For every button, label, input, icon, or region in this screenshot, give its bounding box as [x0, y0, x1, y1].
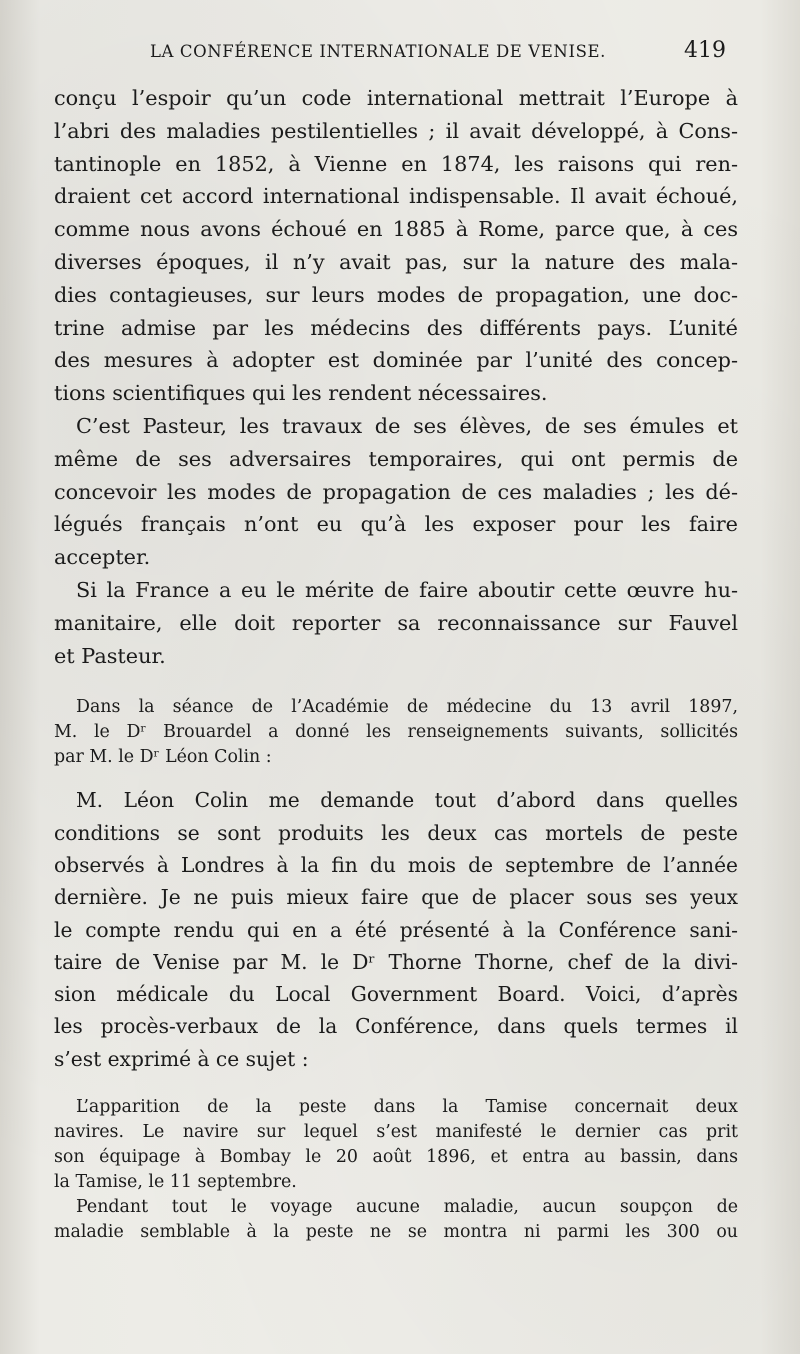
- text-line: légués français n’ont eu qu’à les exposer pour les faire: [54, 512, 738, 537]
- text-line: maladie semblable à la peste ne se montra ni parmi les 300 ou: [54, 1222, 738, 1243]
- quote-tamise: [54, 1095, 738, 1195]
- body-text: [54, 82, 738, 1245]
- text-line: Si la France a eu le mérite de faire aboutir cette œuvre hu-: [76, 577, 738, 602]
- spacer: [54, 770, 738, 784]
- text-line: comme nous avons échoué en 1885 à Rome, parce que, à ces: [54, 217, 738, 242]
- text-line: M. le Dʳ Brouardel a donné les renseignements suivants, sollicités: [54, 722, 738, 743]
- text-line: tions scientifiques qui les rendent nécessaires.: [54, 381, 548, 406]
- text-line: par M. le Dʳ Léon Colin :: [54, 747, 272, 768]
- paragraph-pasteur: [54, 410, 738, 574]
- spacer: [54, 672, 738, 695]
- text-line: concevoir les modes de propagation de ces maladies ; les dé-: [54, 479, 738, 504]
- paragraph-france: [54, 574, 738, 672]
- text-line: les procès-verbaux de la Conférence, dans quels termes il: [54, 1014, 738, 1039]
- text-line: sion médicale du Local Government Board. Voici, d’après: [54, 982, 738, 1007]
- text-line: taire de Venise par M. le Dʳ Thorne Thorne, chef de la divi-: [54, 949, 738, 974]
- text-line: navires. Le navire sur lequel s’est manifesté le dernier cas prit: [54, 1122, 738, 1143]
- paragraph-colin: [54, 784, 738, 1075]
- text-line: même de ses adversaires temporaires, qui ont permis de: [54, 446, 738, 471]
- text-line: Dans la séance de l’Académie de médecine du 13 avril 1897,: [76, 697, 738, 718]
- text-line: des mesures à adopter est dominée par l’unité des concep-: [54, 348, 738, 373]
- text-line: dernière. Je ne puis mieux faire que de placer sous ses yeux: [54, 885, 738, 910]
- text-line: C’est Pasteur, les travaux de ses élèves, de ses émules et: [76, 413, 738, 438]
- paragraph-continued: [54, 82, 738, 410]
- running-title: LA CONFÉRENCE INTERNATIONALE DE VENISE.: [150, 42, 606, 61]
- text-line: et Pasteur.: [54, 643, 166, 668]
- text-line: le compte rendu qui en a été présenté à la Conférence sani-: [54, 917, 738, 942]
- quote-voyage: [54, 1195, 738, 1245]
- text-line: dies contagieuses, sur leurs modes de propagation, une doc-: [54, 282, 738, 307]
- text-line: l’abri des maladies pestilentielles ; il avait développé, à Cons-: [54, 118, 738, 143]
- text-line: tantinople en 1852, à Vienne en 1874, les raisons qui ren-: [54, 151, 738, 176]
- text-line: manitaire, elle doit reporter sa reconnaissance sur Fauvel: [54, 610, 738, 635]
- text-line: observés à Londres à la fin du mois de septembre de l’année: [54, 852, 738, 877]
- spacer: [54, 1075, 738, 1095]
- text-line: accepter.: [54, 545, 151, 570]
- paragraph-academie: [54, 695, 738, 770]
- text-line: conditions se sont produits les deux cas mortels de peste: [54, 820, 738, 845]
- text-line: draient cet accord international indispensable. Il avait échoué,: [54, 184, 738, 209]
- text-line: L’apparition de la peste dans la Tamise concernait deux: [76, 1097, 738, 1118]
- text-line: s’est exprimé à ce sujet :: [54, 1046, 309, 1071]
- text-line: son équipage à Bombay le 20 août 1896, et entra au bassin, dans: [54, 1147, 738, 1168]
- page-header: [150, 38, 740, 72]
- text-line: Pendant tout le voyage aucune maladie, aucun soupçon de: [76, 1197, 738, 1218]
- text-line: conçu l’espoir qu’un code international mettrait l’Europe à: [54, 86, 738, 110]
- text-line: diverses époques, il n’y avait pas, sur la nature des mala-: [54, 249, 738, 274]
- text-line: trine admise par les médecins des différents pays. L’unité: [54, 315, 738, 340]
- text-line: la Tamise, le 11 septembre.: [54, 1172, 297, 1193]
- text-line: M. Léon Colin me demande tout d’abord dans quelles: [76, 788, 738, 813]
- page-number: 419: [684, 38, 726, 63]
